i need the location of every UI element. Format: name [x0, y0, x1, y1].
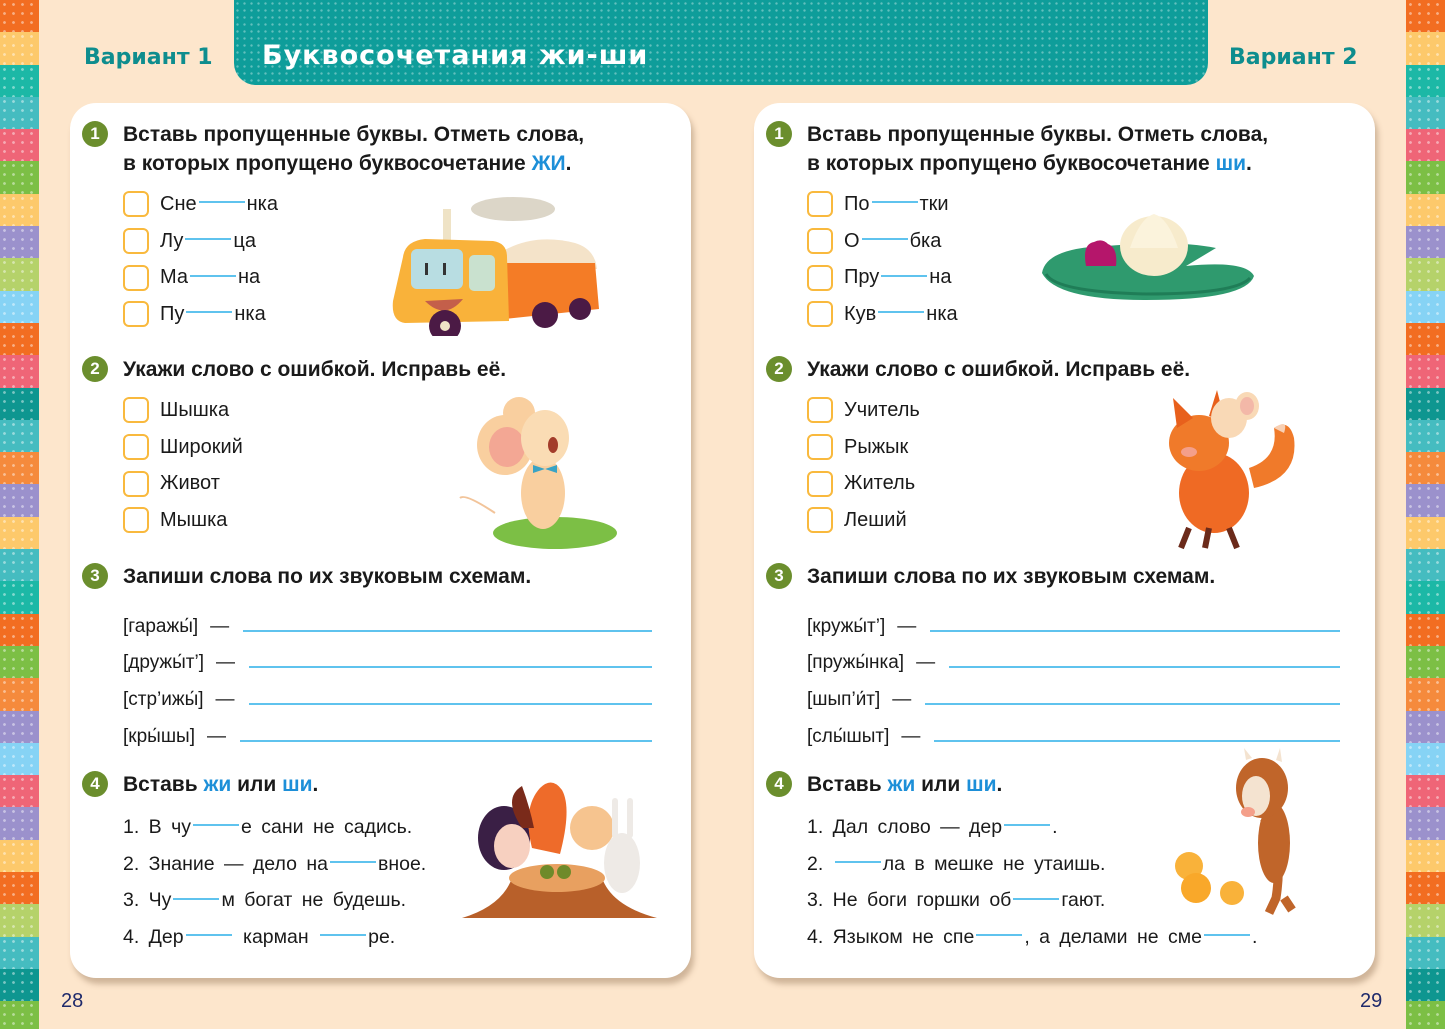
list-item: [гаражы́] —	[123, 601, 652, 638]
proverb-text: 4. Языком не спе	[807, 925, 975, 948]
stripe	[0, 807, 39, 839]
blank-field[interactable]	[976, 934, 1022, 936]
accent-letters: ЖИ	[531, 152, 566, 175]
answer-line[interactable]	[240, 740, 652, 742]
proverb-text: е сани не садись.	[241, 815, 413, 838]
stripe	[1406, 775, 1445, 807]
list-item: Живот	[123, 465, 506, 502]
list-item: [пружы́нка] —	[807, 638, 1340, 675]
stripe	[0, 420, 39, 452]
checkbox[interactable]	[123, 301, 149, 327]
task-title: Вставь жи или ши.	[123, 773, 319, 796]
stripe	[0, 97, 39, 129]
proverb-text: 1. В чу	[123, 815, 192, 838]
blank-field[interactable]	[1013, 898, 1059, 900]
list-item: [шып’и́т] —	[807, 674, 1340, 711]
task-title: Вставь жи или ши.	[807, 773, 1003, 796]
stripe	[1406, 161, 1445, 193]
stripe	[0, 904, 39, 936]
list-item: [стр’ижы́] —	[123, 674, 652, 711]
variant-2-label: Вариант 2	[1229, 45, 1358, 70]
proverb-text: 1. Дал слово — дер	[807, 815, 1003, 838]
list-item: О бка	[807, 223, 1268, 260]
task-title: Запиши слова по их звуковым схемам.	[807, 565, 1216, 588]
stripe	[0, 129, 39, 161]
truck-icon	[385, 191, 620, 336]
blank-field[interactable]	[173, 898, 219, 900]
list-item: Лу ца	[123, 223, 584, 260]
task-number-badge: 4	[766, 771, 792, 797]
stripe	[1406, 646, 1445, 678]
checkbox[interactable]	[123, 471, 149, 497]
stripe	[0, 0, 39, 32]
stripe	[1406, 969, 1445, 1001]
task-number-badge: 2	[766, 356, 792, 382]
stripe	[0, 323, 39, 355]
proverb-text: ре.	[368, 925, 396, 948]
proverb-text: ла в мешке не утаишь.	[882, 852, 1106, 875]
list-item: Рыжык	[807, 429, 1190, 466]
stripe	[1406, 678, 1445, 710]
animals-on-stump-icon	[452, 768, 662, 928]
stripe	[0, 969, 39, 1001]
task-2	[82, 355, 506, 539]
task-4	[82, 770, 426, 956]
sound-scheme: [стр’ижы́]	[123, 689, 204, 711]
stripe	[1406, 291, 1445, 323]
list-item: Пу нка	[123, 296, 584, 333]
blank-field[interactable]	[1204, 934, 1250, 936]
stripe	[1406, 452, 1445, 484]
water-lily-icon	[1036, 208, 1258, 303]
list-item: Шышка	[123, 392, 506, 429]
task-number-badge: 4	[82, 771, 108, 797]
answer-line[interactable]	[249, 703, 652, 705]
stripe	[1406, 517, 1445, 549]
stripe	[0, 65, 39, 97]
stripe	[1406, 484, 1445, 516]
proverb-text: .	[1052, 815, 1058, 838]
blank-field[interactable]	[186, 311, 232, 313]
stripe	[1406, 194, 1445, 226]
proverb-text: 2.	[807, 852, 833, 875]
proverb-item	[123, 809, 426, 846]
stripe	[1406, 355, 1445, 387]
stripe	[0, 581, 39, 613]
sound-scheme: [кружы́т’]	[807, 615, 886, 637]
proverb-list	[123, 809, 426, 956]
option-list	[807, 392, 1190, 539]
decorative-stripes-left	[0, 0, 39, 1029]
list-item: [кружы́т’] —	[807, 601, 1340, 638]
list-item: [кры́шы] —	[123, 711, 652, 748]
stripe	[0, 194, 39, 226]
stripe	[0, 517, 39, 549]
stripe	[0, 32, 39, 64]
checkbox[interactable]	[807, 471, 833, 497]
stripe	[1406, 1001, 1445, 1029]
checkbox[interactable]	[807, 265, 833, 291]
blank-field[interactable]	[835, 861, 881, 863]
blank-field[interactable]	[881, 275, 927, 277]
proverb-text: гают.	[1061, 889, 1106, 912]
stripe	[1406, 904, 1445, 936]
stripe	[0, 355, 39, 387]
task-title: Запиши слова по их звуковым схемам.	[123, 565, 532, 588]
stripe	[1406, 807, 1445, 839]
checkbox[interactable]	[123, 397, 149, 423]
stripe	[0, 840, 39, 872]
blank-field[interactable]	[862, 238, 908, 240]
page-number-left: 28	[61, 990, 84, 1012]
stripe	[1406, 549, 1445, 581]
stripe	[1406, 226, 1445, 258]
proverb-text: 3. Не боги горшки об	[807, 889, 1012, 912]
stripe	[1406, 937, 1445, 969]
goat-and-chicks-icon	[1164, 748, 1324, 918]
answer-line[interactable]	[925, 703, 1340, 705]
stripe	[0, 678, 39, 710]
scheme-list	[123, 601, 652, 748]
proverb-item	[807, 919, 1257, 956]
sound-scheme: [кры́шы]	[123, 725, 195, 747]
stripe	[1406, 129, 1445, 161]
stripe	[1406, 581, 1445, 613]
blank-field[interactable]	[186, 934, 232, 936]
checkbox[interactable]	[807, 507, 833, 533]
stripe	[1406, 258, 1445, 290]
checkbox[interactable]	[123, 434, 149, 460]
blank-field[interactable]	[872, 201, 918, 203]
stripe	[0, 872, 39, 904]
stripe	[0, 1001, 39, 1029]
task-number-badge: 1	[766, 121, 792, 147]
stripe	[1406, 840, 1445, 872]
page-number-right: 29	[1360, 990, 1383, 1012]
stripe	[1406, 32, 1445, 64]
list-item: Учитель	[807, 392, 1190, 429]
task-number-badge: 3	[766, 563, 792, 589]
variant-1-card	[70, 103, 691, 978]
proverb-item	[123, 919, 426, 956]
answer-line[interactable]	[243, 630, 652, 632]
blank-field[interactable]	[193, 824, 239, 826]
sound-scheme: [гаражы́]	[123, 615, 199, 637]
accent-letters: ши	[1215, 152, 1246, 175]
stripe	[0, 226, 39, 258]
scheme-list	[807, 601, 1340, 748]
stripe	[1406, 323, 1445, 355]
proverb-text: .	[1251, 925, 1258, 948]
checkbox[interactable]	[123, 507, 149, 533]
checkbox[interactable]	[123, 265, 149, 291]
stripe	[0, 291, 39, 323]
stripe	[1406, 420, 1445, 452]
answer-line[interactable]	[949, 666, 1340, 668]
blank-field[interactable]	[185, 238, 231, 240]
task-3	[82, 562, 652, 748]
stripe	[0, 646, 39, 678]
stripe	[0, 258, 39, 290]
list-item: Житель	[807, 465, 1190, 502]
variant-2-card	[754, 103, 1375, 978]
task-2	[766, 355, 1190, 539]
task-number-badge: 2	[82, 356, 108, 382]
proverb-text: м богат не будешь.	[221, 889, 407, 912]
stripe	[1406, 0, 1445, 32]
answer-line[interactable]	[249, 666, 652, 668]
checkbox[interactable]	[807, 397, 833, 423]
list-item: [дружы́т’] —	[123, 638, 652, 675]
fox-and-mouse-icon	[1159, 388, 1304, 553]
proverb-text: 3. Чу	[123, 889, 172, 912]
proverb-text: 4. Дер	[123, 925, 184, 948]
sound-scheme: [пружы́нка]	[807, 652, 905, 674]
checkbox[interactable]	[123, 228, 149, 254]
option-list	[123, 392, 506, 539]
stripe	[0, 614, 39, 646]
stripe	[1406, 614, 1445, 646]
task-title: Вставь пропущенные буквы. Отметь слова, в которых пропущено буквосочетание ши.	[807, 123, 1269, 175]
stripe	[1406, 65, 1445, 97]
blank-field[interactable]	[330, 861, 376, 863]
list-item: Леший	[807, 502, 1190, 539]
checkbox[interactable]	[807, 191, 833, 217]
list-item: Пру на	[807, 259, 1268, 296]
proverb-item	[123, 882, 426, 919]
decorative-stripes-right	[1406, 0, 1445, 1029]
stripe	[0, 388, 39, 420]
stripe	[0, 161, 39, 193]
proverb-text: карман	[233, 925, 319, 948]
answer-line[interactable]	[934, 740, 1340, 742]
task-3	[766, 562, 1340, 748]
stripe	[1406, 97, 1445, 129]
stripe	[0, 484, 39, 516]
list-item: По тки	[807, 186, 1268, 223]
proverb-item	[123, 846, 426, 883]
blank-field[interactable]	[190, 275, 236, 277]
checkbox[interactable]	[807, 434, 833, 460]
stripe	[0, 711, 39, 743]
task-number-badge: 3	[82, 563, 108, 589]
stripe	[1406, 388, 1445, 420]
stripe	[1406, 872, 1445, 904]
list-item: Кув нка	[807, 296, 1268, 333]
proverb-text: 2. Знание — дело на	[123, 852, 328, 875]
checkbox[interactable]	[807, 228, 833, 254]
blank-field[interactable]	[320, 934, 366, 936]
blank-field[interactable]	[199, 201, 245, 203]
checkbox[interactable]	[807, 301, 833, 327]
stripe	[0, 452, 39, 484]
blank-field[interactable]	[1004, 824, 1050, 826]
list-item: Широкий	[123, 429, 506, 466]
proverb-text: вное.	[377, 852, 427, 875]
list-item: Сне нка	[123, 186, 584, 223]
stripe	[0, 743, 39, 775]
blank-field[interactable]	[878, 311, 924, 313]
list-item: Ма на	[123, 259, 584, 296]
stripe	[1406, 743, 1445, 775]
variant-1-label: Вариант 1	[84, 45, 213, 70]
stripe	[1406, 711, 1445, 743]
task-title: Укажи слово с ошибкой. Исправь её.	[123, 358, 507, 381]
stripe	[0, 937, 39, 969]
answer-line[interactable]	[930, 630, 1340, 632]
checkbox[interactable]	[123, 191, 149, 217]
stripe	[0, 549, 39, 581]
sound-scheme: [шып’и́т]	[807, 689, 881, 711]
stripe	[0, 775, 39, 807]
page-title: Буквосочетания жи-ши	[262, 40, 649, 71]
task-title: Укажи слово с ошибкой. Исправь её.	[807, 358, 1191, 381]
list-item: [слы́шыт] —	[807, 711, 1340, 748]
sound-scheme: [слы́шыт]	[807, 725, 890, 747]
task-title: Вставь пропущенные буквы. Отметь слова, в которых пропущено буквосочетание ЖИ.	[123, 123, 585, 175]
mouse-icon	[455, 393, 620, 553]
list-item: Мышка	[123, 502, 506, 539]
proverb-text: , а делами не сме	[1024, 925, 1202, 948]
task-number-badge: 1	[82, 121, 108, 147]
sound-scheme: [дружы́т’]	[123, 652, 205, 674]
